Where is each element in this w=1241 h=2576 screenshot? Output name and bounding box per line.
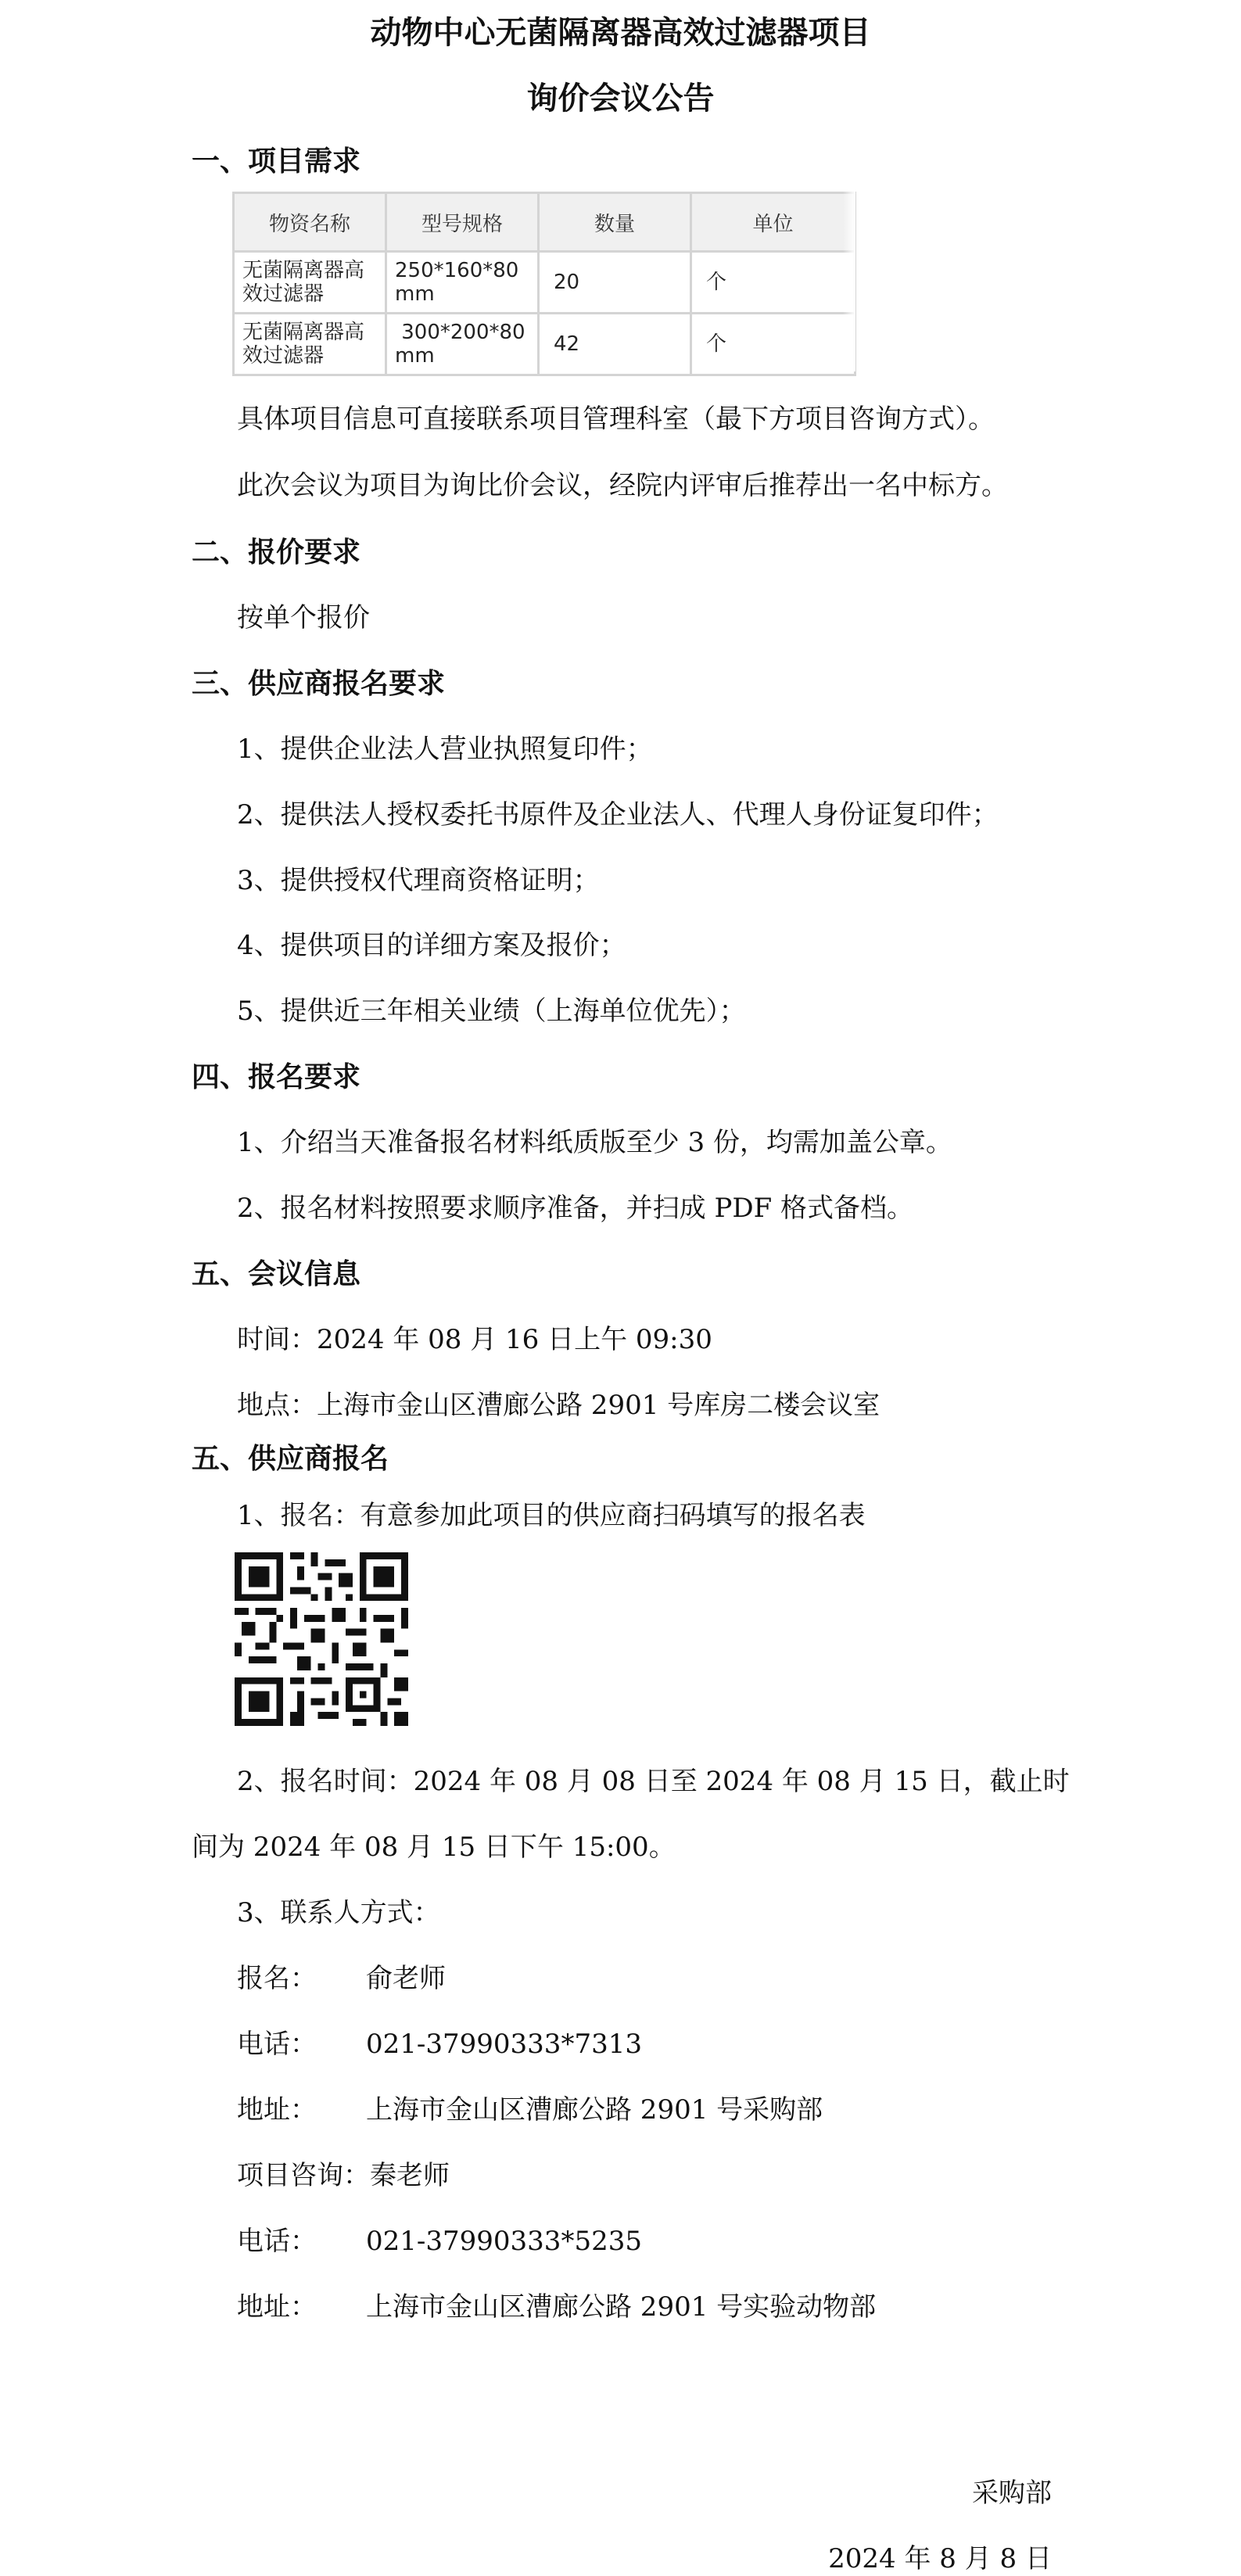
contacts-heading: 3、联系人方式：	[237, 1897, 440, 1928]
contact-label: 地址：	[237, 2291, 317, 2323]
signup-instruction: 1、报名：有意参加此项目的供应商扫码填写的报名表	[237, 1500, 866, 1531]
signup-qr-code[interactable]	[235, 1552, 408, 1726]
contact-value: 上海市金山区漕廊公路 2901 号采购部	[366, 2094, 823, 2126]
cell-name: 无菌隔离器高 效过滤器	[234, 314, 386, 375]
list-item: 4、提供项目的详细方案及报价；	[237, 930, 626, 961]
cell-qty: 20	[539, 252, 691, 314]
paragraph-meeting-type: 此次会议为项目为询比价会议，经院内评审后推荐出一名中标方。	[237, 470, 1008, 501]
table-row	[234, 314, 855, 375]
list-item: 3、提供授权代理商资格证明；	[237, 865, 600, 896]
cell-unit: 个	[691, 314, 855, 375]
cell-unit: 个	[691, 252, 855, 314]
cell-qty: 42	[539, 314, 691, 375]
document-title: 动物中心无菌隔离器高效过滤器项目	[370, 15, 871, 51]
list-item: 5、提供近三年相关业绩（上海单位优先）；	[237, 996, 746, 1027]
contact-phone	[237, 2022, 642, 2061]
list-item: 2、报名材料按照要求顺序准备，并扫成 PDF 格式备档。	[237, 1193, 913, 1224]
table-header-row	[234, 193, 855, 252]
issuer-department: 采购部	[972, 2477, 1052, 2509]
issue-date: 2024 年 8 月 8 日	[828, 2543, 1052, 2574]
table-header-name: 物资名称	[234, 193, 386, 252]
list-item: 1、提供企业法人营业执照复印件；	[237, 734, 653, 765]
table-edge-fade	[843, 192, 855, 371]
paragraph-project-info: 具体项目信息可直接联系项目管理科室（最下方项目咨询方式）。	[237, 404, 995, 435]
section-heading-supplier-signup: 五、供应商报名	[192, 1443, 389, 1475]
table-header-qty: 数量	[539, 193, 691, 252]
signup-time-line2: 间为 2024 年 08 月 15 日下午 15:00。	[192, 1832, 676, 1863]
section-heading-quote: 二、报价要求	[192, 536, 361, 569]
contact-value: 021-37990333*5235	[366, 2226, 642, 2257]
contact-value: 俞老师	[366, 1963, 446, 1994]
cell-spec: 250*160*80 mm	[386, 252, 539, 314]
meeting-place: 地点：上海市金山区漕廊公路 2901 号库房二楼会议室	[237, 1390, 881, 1421]
cell-name: 无菌隔离器高 效过滤器	[234, 252, 386, 314]
meeting-time: 时间：2024 年 08 月 16 日上午 09:30	[237, 1324, 712, 1355]
section-heading-requirements: 一、项目需求	[192, 145, 361, 178]
signup-time-line1: 2、报名时间：2024 年 08 月 08 日至 2024 年 08 月 15 日，截止时	[237, 1766, 1070, 1797]
section-heading-supplier-requirements: 三、供应商报名要求	[192, 668, 446, 700]
items-table	[232, 192, 856, 376]
section-heading-registration: 四、报名要求	[192, 1061, 361, 1093]
contact-project-consult	[237, 2154, 450, 2192]
contact-value: 上海市金山区漕廊公路 2901 号实验动物部	[366, 2291, 877, 2323]
contact-label: 电话：	[237, 2226, 317, 2257]
contact-value: 秦老师	[370, 2160, 450, 2191]
table-header-unit: 单位	[691, 193, 855, 252]
document-subtitle: 询价会议公告	[526, 81, 715, 117]
contact-address	[237, 2285, 876, 2323]
table-header-spec: 型号规格	[386, 193, 539, 252]
cell-spec: 300*200*80 mm	[386, 314, 539, 375]
contact-address	[237, 2088, 823, 2126]
table-row	[234, 252, 855, 314]
contact-phone	[237, 2219, 642, 2258]
contact-signup	[237, 1957, 446, 1995]
paragraph-quote: 按单个报价	[237, 602, 370, 633]
contact-label: 报名：	[237, 1963, 317, 1994]
contact-label: 电话：	[237, 2029, 317, 2060]
contact-value: 021-37990333*7313	[366, 2029, 642, 2060]
list-item: 2、提供法人授权委托书原件及企业法人、代理人身份证复印件；	[237, 799, 999, 831]
contact-label: 项目咨询：	[237, 2160, 370, 2191]
section-heading-meeting-info: 五、会议信息	[192, 1258, 361, 1290]
list-item: 1、介绍当天准备报名材料纸质版至少 3 份，均需加盖公章。	[237, 1127, 952, 1158]
contact-label: 地址：	[237, 2094, 317, 2126]
